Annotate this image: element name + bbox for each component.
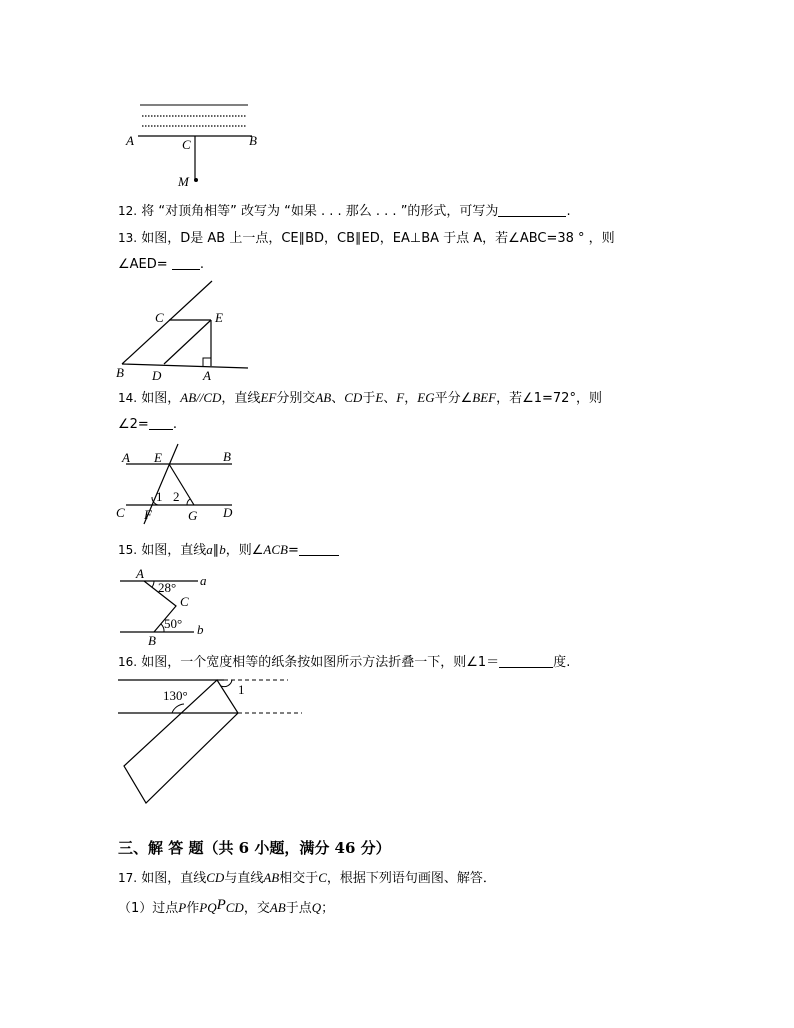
figure-q15 [114, 566, 214, 648]
fig11-label-m: M [178, 174, 189, 189]
fig15-label-a-line: a [200, 573, 207, 588]
fig11-label-c: C [182, 137, 191, 152]
q17-sub1-math-p: P [178, 900, 187, 915]
q17-sub1-e: ； [321, 901, 335, 916]
q14-math-eg: EG [417, 390, 435, 405]
fig15-label-28: 28° [158, 580, 177, 595]
q12-end: . [566, 204, 571, 219]
fig15-label-c: C [180, 594, 189, 609]
q17-text-b: 与直线 [224, 871, 264, 886]
fig15-angle-28-arc [152, 581, 154, 587]
fig14-label-e: E [154, 450, 162, 465]
fig15-label-b-point: B [148, 633, 156, 648]
figure-q13 [114, 278, 254, 383]
q14-answer-blank[interactable] [149, 416, 173, 430]
figure-q14 [114, 440, 244, 526]
q14-text-i: ，若∠1=72°，则 [496, 391, 602, 406]
q15-math-acb: ACB [263, 542, 288, 557]
q17-math-c: C [318, 870, 327, 885]
fig15-label-b-line: b [197, 622, 204, 637]
q17-text-c: 相交于 [279, 871, 319, 886]
fig13-label-a: A [203, 368, 211, 383]
fig13-label-e: E [215, 310, 223, 325]
fig14-label-b: B [223, 449, 231, 464]
question-14-line2 [118, 416, 177, 434]
fig11-point-m [194, 178, 198, 182]
q15-text-c: ，则∠ [225, 543, 264, 558]
q17-sub1-math-cd: CD [225, 900, 244, 915]
fig13-line-de [164, 320, 211, 364]
q13-answer-blank[interactable] [172, 256, 200, 270]
q12-text: 将 “对顶角相等” 改写为 “如果 . . . 那么 . . . ”的形式，可写为 [141, 204, 499, 219]
q15-text-a: 如图，直线 [141, 543, 207, 558]
q16-end: . [566, 655, 571, 670]
fig13-line-ba [122, 364, 248, 368]
fig14-label-angle-2: 2 [173, 489, 180, 504]
q17-sub1-math-parallel-glyph: P [216, 897, 226, 913]
fig14-label-angle-1: 1 [156, 489, 163, 504]
q17-sub1-math-q: Q [311, 900, 322, 915]
q12-answer-blank[interactable] [498, 203, 566, 217]
fig13-right-angle-mark [203, 358, 211, 366]
fig16-label-1: 1 [238, 682, 245, 697]
question-17-sub1 [118, 896, 334, 918]
question-14-line1 [118, 389, 602, 408]
fig11-label-a: A [126, 133, 134, 148]
q13-text-2: ∠AED= [118, 257, 168, 272]
fig16-label-130: 130° [163, 688, 188, 703]
q15-answer-blank[interactable] [299, 542, 339, 556]
fig15-label-a-point: A [136, 566, 144, 581]
q17-math-cd: CD [206, 870, 225, 885]
q16-answer-blank[interactable] [499, 654, 553, 668]
fig11-label-b: B [249, 133, 257, 148]
fig14-label-g: G [188, 508, 198, 523]
fig13-label-d: D [152, 368, 162, 383]
fig14-label-f: F [144, 507, 152, 522]
question-13-line1 [118, 229, 615, 248]
q16-unit: 度 [553, 655, 567, 670]
q15-number: 15. [118, 543, 138, 557]
question-16 [118, 653, 570, 672]
q15-text-d: = [287, 543, 299, 558]
q17-sub1-math-ab: AB [269, 900, 286, 915]
q14-text-a: 如图， [141, 391, 181, 406]
q12-number: 12. [118, 204, 138, 218]
q14-math-e: E [375, 390, 384, 405]
q14-math-bef: BEF [472, 390, 497, 405]
q17-math-ab: AB [263, 870, 280, 885]
fig13-label-c: C [155, 310, 164, 325]
q14-text-b: ，直线 [221, 391, 261, 406]
figure-q16 [114, 674, 306, 808]
question-13-line2 [118, 256, 204, 274]
q14-number: 14. [118, 391, 138, 405]
q17-number: 17. [118, 871, 138, 885]
q17-text-d: ，根据下列语句画图、解答． [326, 871, 496, 886]
q14-text-h: 平分∠ [434, 391, 473, 406]
q14-math-abcd: AB//CD [180, 390, 222, 405]
fig13-label-b: B [116, 365, 124, 380]
q17-text-a: 如图，直线 [141, 871, 207, 886]
q14-text-2: ∠2= [118, 417, 149, 432]
q16-number: 16. [118, 655, 138, 669]
q17-sub1-d: 于点 [285, 901, 312, 916]
q14-math-cd: CD [344, 390, 363, 405]
question-17 [118, 869, 496, 888]
q13-number: 13. [118, 231, 138, 245]
q16-text: 如图，一个宽度相等的纸条按如图所示方法折叠一下，则∠1＝ [141, 655, 500, 670]
q14-math-ef: EF [260, 390, 277, 405]
section-3-title: 三、解 答 题（共 6 小题，满分 46 分） [118, 839, 391, 857]
q14-text-f: 、 [383, 391, 397, 406]
fig14-label-a: A [122, 450, 130, 465]
fig16-angle-1-arc [221, 680, 232, 687]
fig14-label-c: C [116, 505, 125, 520]
figure-q11 [120, 98, 270, 190]
q17-sub1-c: ，交 [243, 901, 270, 916]
q14-math-f: F [396, 390, 405, 405]
fig14-angle-2-arc [187, 499, 190, 505]
q17-sub1-a: （1）过点 [118, 901, 179, 916]
q15-math-a: a [206, 542, 213, 557]
q14-text-d: 、 [331, 391, 345, 406]
q13-text-1: 如图，D是 AB 上一点，CE∥BD，CB∥ED，EA⊥BA 于点 A，若∠ABC=38 ° ，则 [141, 231, 615, 246]
q13-end: . [199, 257, 204, 272]
question-15 [118, 541, 339, 560]
q17-sub1-b: 作 [186, 901, 200, 916]
fig14-label-d: D [223, 505, 233, 520]
q15-math-b: b [219, 542, 226, 557]
question-12 [118, 202, 571, 221]
fig15-label-50: 50° [164, 616, 183, 631]
q14-text-e: 于 [362, 391, 376, 406]
q15-text-b: ∥ [212, 543, 220, 558]
q14-text-g: ， [404, 391, 418, 406]
q14-end: . [172, 417, 177, 432]
q14-text-c: 分别交 [276, 391, 316, 406]
q17-sub1-math-pq: PQ [199, 900, 217, 915]
q14-math-ab: AB [315, 390, 332, 405]
fig13-line-bc-extended [122, 281, 212, 364]
